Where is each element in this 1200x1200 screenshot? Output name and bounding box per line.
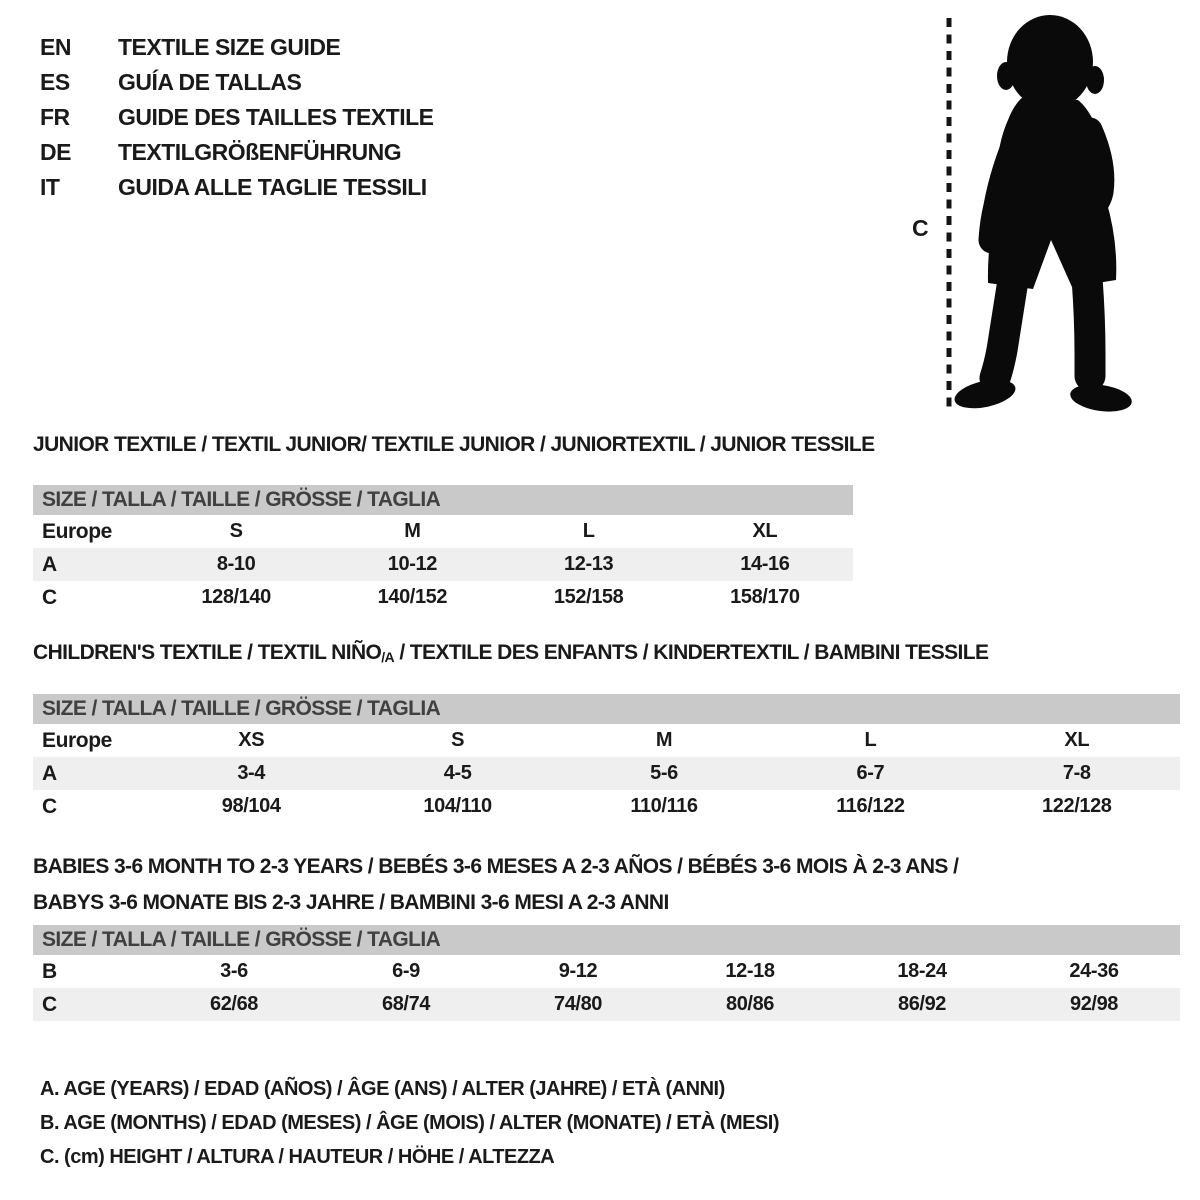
junior-row-age — [33, 548, 853, 581]
footnote-height-cm: C. (cm) HEIGHT / ALTURA / HAUTEUR / HÖHE / ALTEZZA — [40, 1146, 555, 1168]
size-cell: M — [404, 520, 421, 542]
size-cell: S — [451, 729, 465, 751]
language-row-es — [40, 65, 434, 100]
language-code-de: DE — [40, 139, 71, 165]
height-cell: 122/128 — [1042, 795, 1112, 817]
height-cell: 62/68 — [209, 993, 259, 1015]
language-title-de: TEXTILGRÖßENFÜHRUNG — [118, 139, 402, 165]
children-size-header-label: SIZE / TALLA / TAILLE / GRÖSSE / TAGLIA — [42, 697, 441, 720]
children-section-title — [33, 641, 1180, 665]
footnote-age-months: B. AGE (MONTHS) / EDAD (MESES) / ÂGE (MOIS) / ALTER (MONATE) / ETÀ (MESI) — [40, 1112, 780, 1134]
babies-section-title — [33, 849, 1180, 921]
junior-row-height — [33, 581, 853, 614]
row-label: A — [42, 761, 57, 785]
row-label: C — [42, 992, 57, 1016]
age-cell: 3-4 — [237, 762, 266, 784]
height-cell: 80/86 — [725, 993, 775, 1015]
children-title-main: CHILDREN'S TEXTILE / TEXTIL NIÑO — [33, 641, 382, 664]
babies-size-header-bar — [33, 925, 1180, 955]
age-cell: 6-7 — [856, 762, 885, 784]
junior-size-header-bar — [33, 485, 853, 515]
children-row-europe — [33, 724, 1180, 757]
height-cell: 140/152 — [377, 586, 448, 608]
babies-section — [33, 849, 1180, 1021]
children-size-header-bar — [33, 694, 1180, 724]
toddler-silhouette-icon — [938, 8, 1150, 418]
age-cell: 10-12 — [387, 553, 437, 575]
height-cell: 98/104 — [221, 795, 281, 817]
junior-section — [33, 433, 875, 614]
height-measure-label: C — [912, 215, 929, 241]
age-cell: 4-5 — [443, 762, 472, 784]
months-cell: 3-6 — [220, 960, 248, 982]
height-cell: 128/140 — [201, 586, 271, 608]
height-cell: 68/74 — [381, 993, 431, 1015]
size-cell: M — [655, 729, 673, 751]
size-cell: S — [229, 520, 243, 542]
children-row-height — [33, 790, 1180, 823]
height-cell: 104/110 — [423, 795, 492, 817]
language-row-it — [40, 170, 434, 205]
language-title-fr: GUIDE DES TAILLES TEXTILE — [118, 104, 434, 130]
language-code-en: EN — [40, 34, 71, 60]
junior-size-header-label: SIZE / TALLA / TAILLE / GRÖSSE / TAGLIA — [42, 488, 441, 511]
row-label: A — [42, 552, 57, 576]
months-cell: 6-9 — [392, 960, 420, 982]
height-cell: 92/98 — [1069, 993, 1119, 1015]
height-cell: 158/170 — [730, 586, 800, 608]
toddler-silhouette — [952, 15, 1134, 415]
children-section — [33, 641, 1180, 823]
babies-title-line1: BABIES 3-6 MONTH TO 2-3 YEARS / BEBÉS 3-6 MESES A 2-3 AÑOS / BÉBÉS 3-6 MOIS À 2-3 ANS / — [33, 855, 959, 878]
row-label: C — [42, 585, 57, 609]
size-cell: XS — [238, 729, 265, 751]
height-cell: 86/92 — [897, 993, 947, 1015]
language-row-de — [40, 135, 434, 170]
age-cell: 7-8 — [1062, 762, 1091, 784]
language-title-es: GUÍA DE TALLAS — [118, 69, 302, 95]
language-code-it: IT — [40, 174, 60, 200]
children-title-sub: /A — [381, 649, 395, 665]
language-row-fr — [40, 100, 434, 135]
age-cell: 5-6 — [650, 762, 678, 784]
months-cell: 12-18 — [725, 960, 775, 982]
language-code-es: ES — [40, 69, 70, 95]
months-cell: 9-12 — [558, 960, 598, 982]
babies-size-header-label: SIZE / TALLA / TAILLE / GRÖSSE / TAGLIA — [42, 928, 441, 951]
height-cell: 74/80 — [553, 993, 603, 1015]
children-title-rest: / TEXTILE DES ENFANTS / KINDERTEXTIL / BAMBINI TESSILE — [394, 641, 989, 664]
row-label: Europe — [42, 519, 112, 543]
height-cell: 116/122 — [836, 795, 905, 817]
height-cell: 152/158 — [553, 586, 624, 608]
language-code-fr: FR — [40, 104, 70, 130]
language-title-en: TEXTILE SIZE GUIDE — [118, 34, 341, 60]
babies-row-height — [33, 988, 1180, 1021]
size-cell: L — [582, 520, 595, 542]
size-cell: XL — [752, 520, 778, 542]
babies-row-months — [33, 955, 1180, 988]
months-cell: 18-24 — [897, 960, 947, 982]
junior-row-europe — [33, 515, 853, 548]
height-cell: 110/116 — [630, 795, 698, 817]
footnotes — [40, 1072, 779, 1174]
junior-section-title: JUNIOR TEXTILE / TEXTIL JUNIOR/ TEXTILE JUNIOR / JUNIORTEXTIL / JUNIOR TESSILE — [33, 433, 875, 456]
size-cell: L — [864, 729, 877, 751]
row-label: Europe — [42, 728, 112, 752]
language-list — [40, 30, 434, 205]
age-cell: 14-16 — [740, 553, 790, 575]
size-cell: XL — [1064, 729, 1090, 751]
age-cell: 8-10 — [216, 553, 256, 575]
months-cell: 24-36 — [1069, 960, 1119, 982]
language-row-en — [40, 30, 434, 65]
height-figure — [880, 8, 1180, 423]
row-label: C — [42, 794, 57, 818]
row-label: B — [42, 959, 57, 983]
babies-title-line2: BABYS 3-6 MONATE BIS 2-3 JAHRE / BAMBINI 3-6 MESI A 2-3 ANNI — [33, 891, 669, 914]
age-cell: 12-13 — [564, 553, 614, 575]
footnote-age-years: A. AGE (YEARS) / EDAD (AÑOS) / ÂGE (ANS) / ALTER (JAHRE) / ETÀ (ANNI) — [40, 1078, 725, 1100]
children-row-age — [33, 757, 1180, 790]
language-title-it: GUIDA ALLE TAGLIE TESSILI — [118, 174, 427, 200]
